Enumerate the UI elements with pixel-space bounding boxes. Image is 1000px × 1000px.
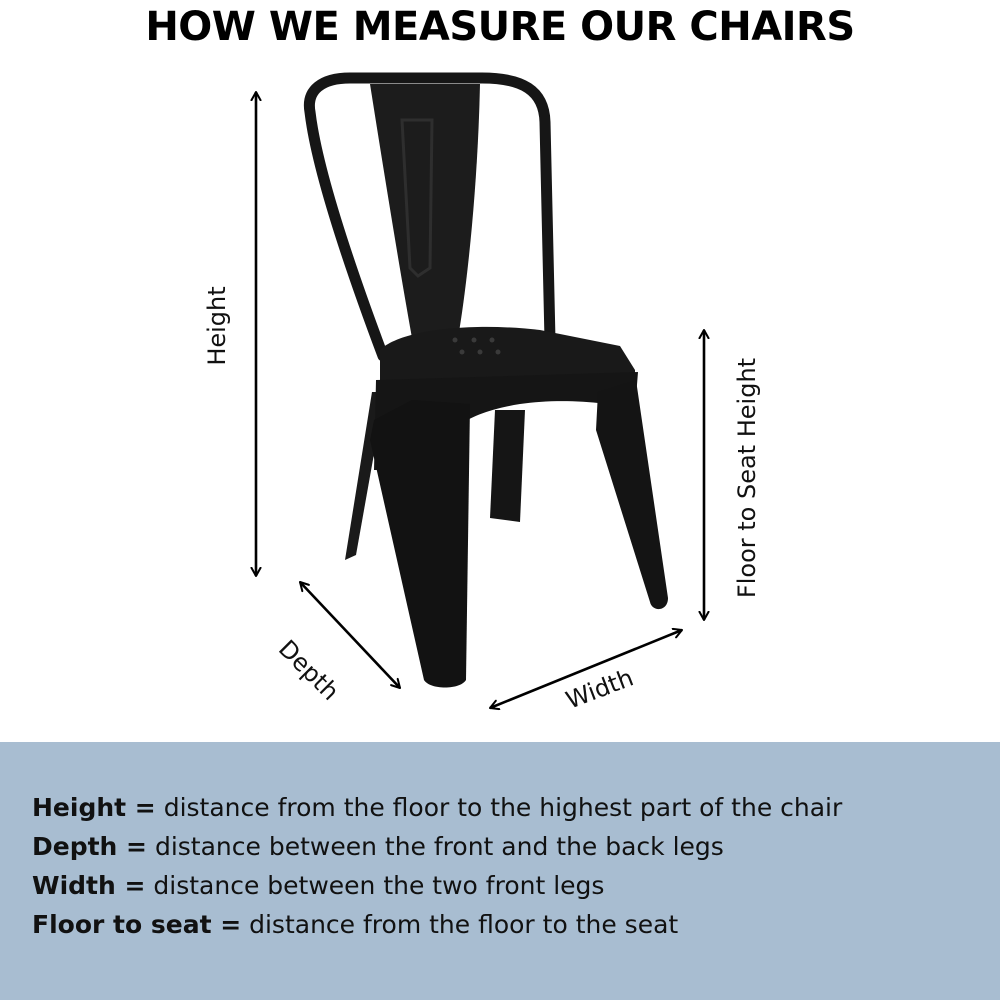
definition-term: Depth = [32, 832, 148, 861]
definition-text: distance from the floor to the highest part of the chair [155, 793, 843, 822]
definitions-panel [0, 742, 1000, 1000]
definition-term: Floor to seat = [32, 910, 242, 939]
definition-term: Width = [32, 871, 146, 900]
definitions-list [32, 788, 842, 944]
floor-to-seat-label: Floor to Seat Height [733, 357, 761, 599]
width-label: Width [562, 663, 638, 715]
definition-text: distance from the floor to the seat [241, 910, 679, 939]
definition-text: distance between the front and the back legs [147, 832, 724, 861]
chair-front-left-leg [370, 400, 470, 688]
definition-width [32, 866, 842, 905]
chair-front-right-leg [596, 380, 668, 609]
definition-floor-to-seat [32, 905, 842, 944]
definition-depth [32, 827, 842, 866]
page-title: HOW WE MEASURE OUR CHAIRS [145, 4, 855, 50]
chair-illustration [309, 78, 668, 688]
depth-label: Depth [272, 634, 345, 707]
definition-height [32, 788, 842, 827]
definition-text: distance between the two front legs [145, 871, 605, 900]
definition-term: Height = [32, 793, 156, 822]
chair-back-right-leg [490, 410, 525, 522]
chair-back-panel [370, 84, 480, 338]
height-label: Height [203, 286, 231, 366]
